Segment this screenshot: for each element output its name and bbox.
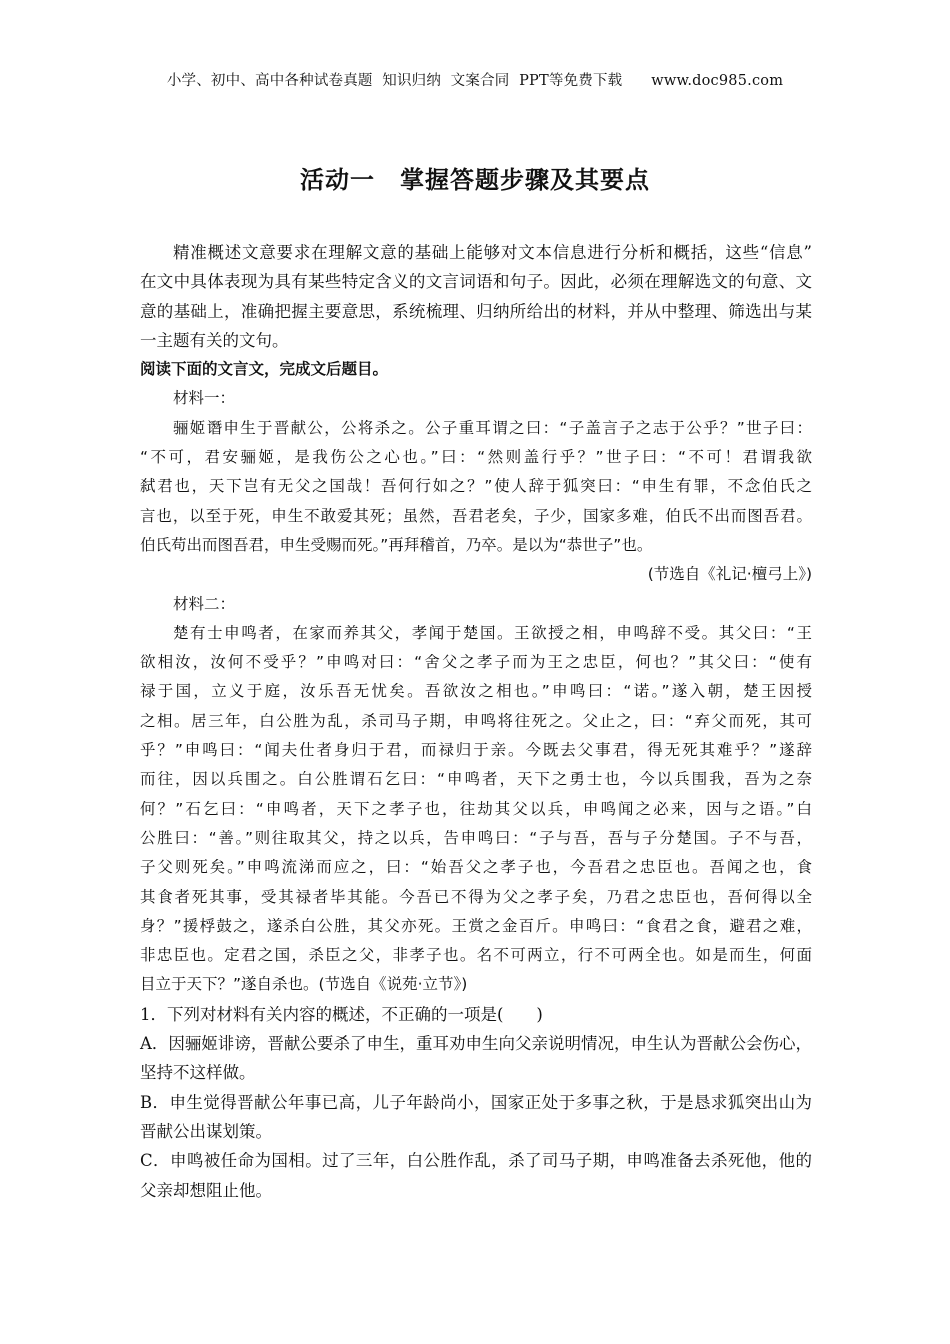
- question1-stem: 1．下列对材料有关内容的概述，不正确的一项是( ): [140, 1004, 543, 1024]
- question1-option-a-cont: 坚持不这样做。: [140, 1063, 256, 1083]
- material2-line: 楚有士申鸣者，在家而养其父，孝闻于楚国。王欲授之相，申鸣辞不受。其父曰：“王: [173, 623, 812, 642]
- material1-line: 伯氏苟出而图吾君，申生受赐而死。”再拜稽首，乃卒。是以为“恭世子”也。: [140, 535, 653, 554]
- intro-line: 精准概述文意要求在理解文意的基础上能够对文本信息进行分析和概括，这些“信息”: [173, 243, 812, 262]
- material1-line: 弑君也，天下岂有无父之国哉！吾何行如之？”使人辞于狐突曰：“申生有罪，不念伯氏之: [140, 477, 812, 496]
- intro-line: 在文中具体表现为具有某些特定含义的文言词语和句子。因此，必须在理解选文的句意、文: [140, 272, 812, 292]
- question1-option-b: B．申生觉得晋献公年事已高，儿子年龄尚小，国家正处于多事之秋，于是恳求狐突出山为: [140, 1092, 812, 1112]
- question1-option-c-cont: 父亲却想阻止他。: [140, 1180, 272, 1200]
- document-body: [140, 238, 812, 1205]
- material1-source: (节选自《礼记·檀弓上》): [647, 565, 812, 584]
- material1-label: 材料一：: [173, 389, 236, 408]
- question1-option-c: C．申鸣被任命为国相。过了三年，白公胜作乱，杀了司马子期，申鸣准备去杀死他，他的: [140, 1151, 812, 1171]
- material2-line: 目立于天下？”遂自杀也。(节选自《说苑·立节》): [140, 975, 468, 994]
- material2-line: 非忠臣也。定君之国，杀臣之父，非孝子也。名不可两立，行不可两全也。如是而生，何面: [140, 946, 812, 965]
- material2-line: 公胜曰：“善。”则往取其父，持之以兵，告申鸣曰：“子与吾，吾与子分楚国。子不与吾，: [140, 828, 812, 847]
- material1-line: 骊姬谮申生于晋献公，公将杀之。公子重耳谓之曰：“子盖言子之志于公乎？”世子曰：: [173, 418, 812, 437]
- material2-line: 禄于国，立义于庭，汝乐吾无忧矣。吾欲汝之相也。”申鸣曰：“诺。”遂入朝，楚王因授: [140, 682, 812, 701]
- material2-line: 身？”援桴鼓之，遂杀白公胜，其父亦死。王赏之金百斤。申鸣曰：“食君之食，避君之难，: [140, 916, 812, 935]
- material2-line: 子父则死矣。”申鸣流涕而应之，曰：“始吾父之孝子也，今吾君之忠臣也。吾闻之也，食: [140, 858, 812, 877]
- material2-line: 其食者死其事，受其禄者毕其能。今吾已不得为父之孝子矣，乃君之忠臣也，吾何得以全: [140, 887, 812, 906]
- material2-line: 之相。居三年，白公胜为乱，杀司马子期，申鸣将往死之。父止之，曰：“弃父而死，其可: [140, 711, 812, 730]
- material2-line: 欲相汝，汝何不受乎？”申鸣对曰：“舍父之孝子而为王之忠臣，何也？”其父曰：“使有: [140, 653, 812, 672]
- material2-line: 乎？”申鸣曰：“闻夫仕者身归于君，而禄归于亲。今既去父事君，得无死其难乎？”遂辞: [140, 741, 812, 760]
- material2-line: 而往，因以兵围之。白公胜谓石乞曰：“申鸣者，天下之勇士也，今以兵围我，吾为之奈: [140, 770, 812, 789]
- intro-line: 意的基础上，准确把握主要意思，系统梳理、归纳所给出的材料，并从中整理、筛选出与某: [140, 301, 812, 321]
- page-header-banner: 小学、初中、高中各种试卷真题 知识归纳 文案合同 PPT等免费下载 www.doc985.com: [166, 73, 784, 89]
- question1-option-b-cont: 晋献公出谋划策。: [140, 1121, 272, 1141]
- page-title: 活动一 掌握答题步骤及其要点: [300, 166, 650, 194]
- material2-label: 材料二：: [173, 594, 236, 613]
- material1-line: 言也，以至于死，申生不敢爱其死；虽然，吾君老矣，子少，国家多难，伯氏不出而图吾君。: [140, 506, 812, 525]
- reading-instruction: 阅读下面的文言文，完成文后题目。: [140, 360, 389, 379]
- intro-line: 一主题有关的文句。: [140, 330, 289, 350]
- question1-option-a: A．因骊姬诽谤，晋献公要杀了申生，重耳劝申生向父亲说明情况，申生认为晋献公会伤心，: [140, 1034, 812, 1054]
- material2-line: 何？”石乞曰：“申鸣者，天下之孝子也，往劫其父以兵，申鸣闻之必来，因与之语。”白: [140, 799, 812, 818]
- material1-line: “不可，君安骊姬，是我伤公之心也。”曰：“然则盖行乎？”世子曰：“不可！君谓我欲: [140, 448, 812, 467]
